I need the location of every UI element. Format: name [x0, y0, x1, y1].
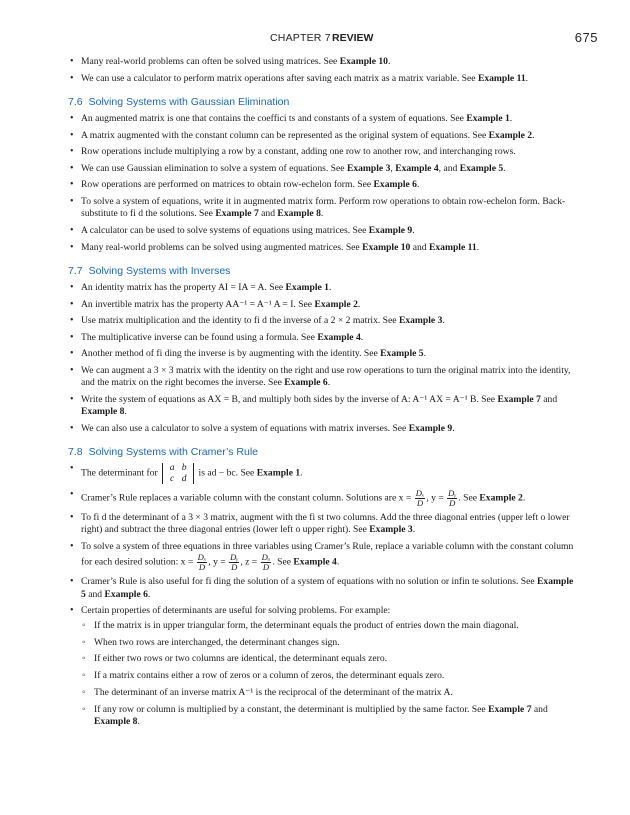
property-item: ◦ If any row or column is multiplied by a constant, the determinant is multiplied by the same factor. See Example 7 and Example 8. — [81, 704, 580, 729]
fraction-y: $\frac{\text{Dᵧ}}{D}$ — [448, 487, 457, 508]
page-header — [0, 32, 630, 50]
fraction-x: $\frac{\text{Dₓ}}{D}$ — [197, 552, 207, 573]
list-item: • The determinant for a b c d is ad − bc. See Example 1. — [68, 463, 580, 484]
property-item: ◦ If the matrix is in upper triangular form, the determinant equals the product of entries down the main diagonal. — [81, 620, 580, 632]
fraction-y: $\frac{\text{Dᵧ}}{D}$ — [230, 552, 239, 573]
list-item: • Write the system of equations as AX = B, and multiply both sides by the inverse of A: A⁻¹ AX = A⁻¹ B. See Example 7 and Example 8. — [68, 394, 580, 419]
list-item: • Certain properties of determinants are useful for solving problems. For example: ◦ If the matrix is in upper triangular form, the determinant equals the product of entries down the main diagonal. ◦ When two rows are interchanged, the determinant changes sign. ◦ If either two rows or two columns are identical, the determinant equals zero. ◦ If a matrix contains either a row of zeros or a column of zeros, the determinant equals zero. ◦ The determinant of an inverse matrix A⁻¹ is the reciprocal of the determinant of the matrix A. ◦ If any row or column is multiplied by a constant, the determinant is multiplied by the same factor. See Example 7 and Example 8. — [68, 605, 580, 728]
property-item: ◦ If a matrix contains either a row of zeros or a column of zeros, the determinant equals zero. — [81, 670, 580, 682]
list-item: • Many real-world problems can be solved using augmented matrices. See Example 10 and Example 11. — [68, 242, 580, 254]
list-item: • Many real-world problems can often be solved using matrices. See Example 10. — [68, 56, 580, 68]
list-item: • To solve a system of equations, write it in augmented matrix form. Perform row operations to obtain row-echelon form. Back-substitute to fi d the solutions. See Example 7 and Example 8. — [68, 196, 580, 221]
section-7-8-list — [68, 463, 580, 728]
section-7-7-list — [68, 282, 580, 435]
property-item: ◦ When two rows are interchanged, the determinant changes sign. — [81, 637, 580, 649]
property-item: ◦ The determinant of an inverse matrix A⁻¹ is the reciprocal of the determinant of the matrix A. — [81, 687, 580, 699]
review-content — [68, 56, 580, 733]
list-item: • Row operations include multiplying a row by a constant, adding one row to another row, and interchanging rows. — [68, 146, 580, 158]
list-item: • Row operations are performed on matrices to obtain row-echelon form. See Example 6. — [68, 179, 580, 191]
section-heading-7-7: 7.7 Solving Systems with Inverses — [68, 264, 231, 277]
section-heading-7-6: 7.6 Solving Systems with Gaussian Elimination — [68, 96, 290, 108]
page-number: 675 — [574, 30, 598, 45]
list-item: • An identity matrix has the property AI = IA = A. See Example 1. — [68, 282, 580, 294]
chapter-title: REVIEW — [332, 32, 374, 44]
list-item: • We can use a calculator to perform matrix operations after saving each matrix as a matrix variable. See Example 11. — [68, 73, 580, 85]
fraction-x: $\frac{\text{Dₓ}}{D}$ — [415, 487, 425, 508]
list-item: • To solve a system of three equations in three variables using Cramer’s Rule, replace a variable column with the constant column for each desired solution: x = $\frac{\text{Dₓ}}{D}$ , y = $\frac{\text{Dᵧ}}{D}$ , z = $\frac{\text{Dᵤ}}{D}$ . See Example 4. — [68, 541, 580, 572]
chapter-label: CHAPTER 7 — [270, 32, 331, 44]
list-item: • A matrix augmented with the constant column can be represented as the original system of equations. See Example 2. — [68, 130, 580, 142]
intro-list — [68, 56, 580, 85]
list-item: • Use matrix multiplication and the identity to fi d the inverse of a 2 × 2 matrix. See Example 3. — [68, 315, 580, 327]
list-item: • An augmented matrix is one that contains the coeffici ts and constants of a system of equations. See Example 1. — [68, 113, 580, 125]
properties-list — [81, 620, 580, 729]
list-item: • We can augment a 3 × 3 matrix with the identity on the right and use row operations to turn the original matrix into the identity, and the matrix on the right becomes the inverse. See Example 6. — [68, 365, 580, 390]
property-item: ◦ If either two rows or two columns are identical, the determinant equals zero. — [81, 653, 580, 665]
list-item: • To fi d the determinant of a 3 × 3 matrix, augment with the fi st two columns. Add the three diagonal entries (upper left o lower right) and subtract the three diagonal entries (lower left o upper right). See Example 3. — [68, 512, 580, 537]
list-item: • Cramer’s Rule is also useful for fi ding the solution of a system of equations with no solution or infin te solutions. See Example 5 and Example 6. — [68, 576, 580, 601]
list-item: • The multiplicative inverse can be found using a formula. See Example 4. — [68, 332, 580, 344]
section-heading-7-8: 7.8 Solving Systems with Cramer’s Rule — [68, 446, 259, 459]
section-7-6-list — [68, 113, 580, 254]
list-item: • We can use Gaussian elimination to solve a system of equations. See Example 3, Example 4, and Example 5. — [68, 163, 580, 175]
list-item: • We can also use a calculator to solve a system of equations with matrix inverses. See Example 9. — [68, 423, 580, 435]
list-item: • Another method of fi ding the inverse is by augmenting with the identity. See Example 5. — [68, 348, 580, 360]
determinant-matrix: a b c d — [162, 463, 194, 484]
list-item: • An invertible matrix has the property AA⁻¹ = A⁻¹ A = I. See Example 2. — [68, 299, 580, 311]
list-item: • A calculator can be used to solve systems of equations using matrices. See Example 9. — [68, 225, 580, 237]
list-item: • Cramer’s Rule replaces a variable column with the constant column. Solutions are x = $\frac{\text{Dₓ}}{D}$ , y = $\frac{\text{Dᵧ}}{D}$ . See Example 2. — [68, 489, 580, 508]
fraction-z: $\frac{\text{Dᵤ}}{D}$ — [261, 552, 271, 573]
